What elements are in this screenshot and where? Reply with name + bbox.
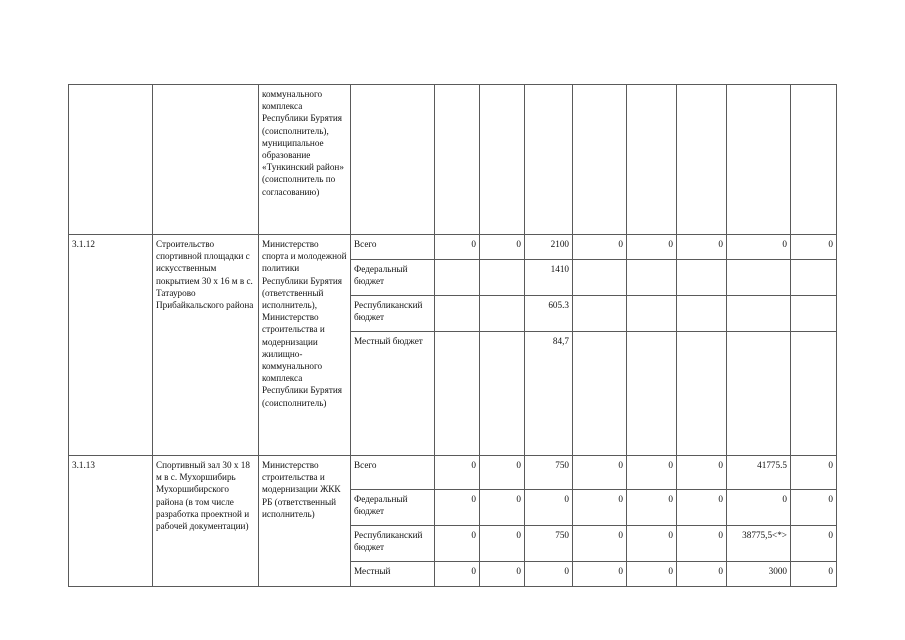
value-cell: 0 <box>677 490 727 526</box>
value-cell: 0 <box>791 456 837 490</box>
value-cell <box>627 260 677 296</box>
value-cell: 0 <box>480 490 525 526</box>
value-cell: 0 <box>727 235 791 260</box>
value-cell: 0 <box>435 235 480 260</box>
value-cell: 0 <box>677 235 727 260</box>
item-executors: Министерство строительства и модернизации ЖКК РБ (ответственный исполнитель) <box>259 456 351 587</box>
value-cell <box>677 260 727 296</box>
value-cell: 0 <box>435 526 480 562</box>
value-cell <box>480 296 525 332</box>
value-cell <box>791 260 837 296</box>
value-cell: 0 <box>435 490 480 526</box>
value-cell <box>627 296 677 332</box>
item-name: Спортивный зал 30 х 18 м в с. Мухоршибирь Мухоршибирского района (в том числе разработка проектной и рабочей документации) <box>153 456 259 587</box>
value-cell: 0 <box>677 456 727 490</box>
table-row <box>69 85 837 235</box>
value-cell <box>480 332 525 456</box>
value-cell: 0 <box>525 490 573 526</box>
value-cell <box>627 332 677 456</box>
value-cell: 0 <box>525 562 573 587</box>
item-code <box>69 85 153 235</box>
value-cell: 0 <box>727 490 791 526</box>
value-cell: 1410 <box>525 260 573 296</box>
table-row <box>69 235 837 260</box>
value-cell: 0 <box>573 562 627 587</box>
funding-source: Республиканский бюджет <box>351 296 435 332</box>
funding-source: Местный <box>351 562 435 587</box>
value-cell <box>677 332 727 456</box>
value-cell: 0 <box>627 526 677 562</box>
value-cell: 0 <box>791 526 837 562</box>
value-cell: 0 <box>791 562 837 587</box>
item-code: 3.1.13 <box>69 456 153 587</box>
funding-source: Всего <box>351 456 435 490</box>
value-cell: 0 <box>435 562 480 587</box>
value-cell: 84,7 <box>525 332 573 456</box>
budget-table <box>68 84 837 587</box>
value-cell: 0 <box>677 526 727 562</box>
value-cell: 38775,5<*> <box>727 526 791 562</box>
value-cell <box>573 260 627 296</box>
value-cell: 3000 <box>727 562 791 587</box>
funding-source: Республиканский бюджет <box>351 526 435 562</box>
value-cell: 0 <box>573 490 627 526</box>
value-cell <box>435 332 480 456</box>
value-cell <box>573 332 627 456</box>
funding-source <box>351 85 435 235</box>
value-cell: 750 <box>525 526 573 562</box>
funding-source: Местный бюджет <box>351 332 435 456</box>
value-cell <box>573 296 627 332</box>
item-executors: Министерство спорта и молодежной политики Республики Бурятия (ответственный исполнитель), Министерство строительства и модернизации жилищно-коммунального комплекса Республики Бурятия (соисполнитель) <box>259 235 351 456</box>
value-cell <box>435 260 480 296</box>
value-cell: 0 <box>480 235 525 260</box>
value-cell <box>727 296 791 332</box>
value-cell: 605.3 <box>525 296 573 332</box>
value-cell: 0 <box>627 490 677 526</box>
table-row <box>69 456 837 490</box>
value-cell: 0 <box>677 562 727 587</box>
value-cell: 0 <box>627 456 677 490</box>
value-cell: 0 <box>627 235 677 260</box>
item-executors: коммунального комплекса Республики Бурятия (соисполнитель), муниципальное образование «Тункинский район» (соисполнитель по согласованию) <box>259 85 351 235</box>
item-code: 3.1.12 <box>69 235 153 456</box>
value-cell: 0 <box>573 526 627 562</box>
funding-source: Всего <box>351 235 435 260</box>
value-cell: 0 <box>480 456 525 490</box>
value-cell: 0 <box>480 526 525 562</box>
funding-source: Федеральный бюджет <box>351 260 435 296</box>
item-name: Строительство спортивной площадки с искусственным покрытием 30 х 16 м в с. Татаурово Прибайкальского района <box>153 235 259 456</box>
value-cell: 0 <box>435 456 480 490</box>
value-cell <box>677 296 727 332</box>
value-cell: 0 <box>573 456 627 490</box>
value-cell: 0 <box>791 490 837 526</box>
value-cell: 0 <box>791 235 837 260</box>
value-cell <box>435 296 480 332</box>
item-name <box>153 85 259 235</box>
value-cell: 750 <box>525 456 573 490</box>
value-cell <box>480 260 525 296</box>
value-cell: 0 <box>627 562 677 587</box>
value-cell: 0 <box>573 235 627 260</box>
funding-source: Федеральный бюджет <box>351 490 435 526</box>
value-cell: 2100 <box>525 235 573 260</box>
value-cell: 0 <box>480 562 525 587</box>
value-cell: 41775.5 <box>727 456 791 490</box>
value-cell <box>791 296 837 332</box>
value-cell <box>727 260 791 296</box>
value-cell <box>727 332 791 456</box>
value-cell <box>791 332 837 456</box>
